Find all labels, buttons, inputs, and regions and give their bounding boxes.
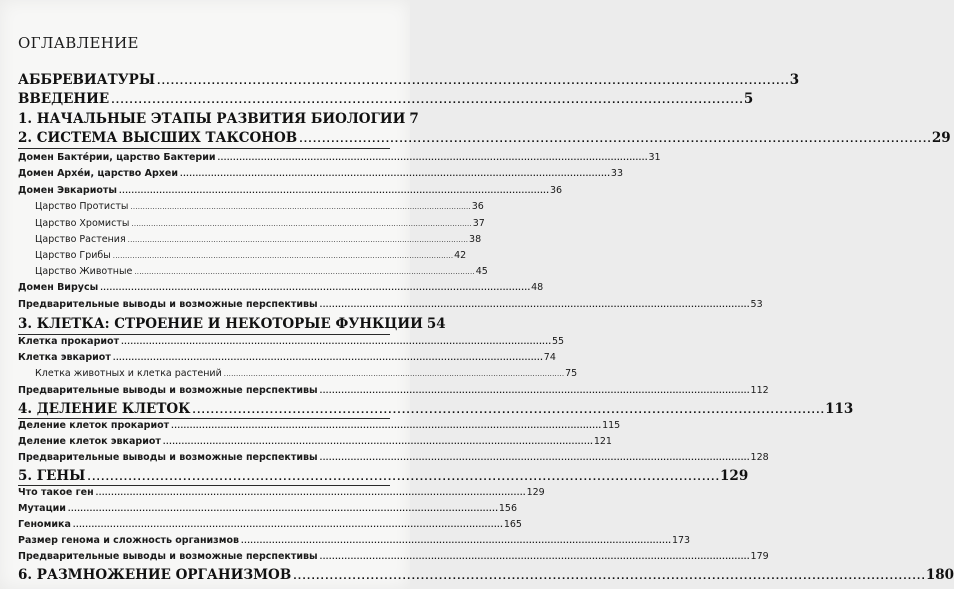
dot-leader (134, 268, 473, 276)
toc-chapter-5 (18, 468, 749, 486)
dot-leader (73, 521, 502, 529)
dot-leader (320, 553, 749, 561)
toc-entry-page: 129 (720, 468, 749, 484)
toc-entry-label: Клетка прокариот (18, 336, 120, 347)
toc-entry-label: Деление клеток эвкариот (18, 436, 161, 447)
toc-entry-label: 5. ГЕНЫ (18, 468, 86, 484)
toc-entry-label: Деление клеток прокариот (18, 420, 170, 431)
toc-section (18, 352, 556, 366)
dot-leader (293, 572, 924, 582)
toc-section (18, 282, 544, 296)
toc-entry-label: Клетка животных и клетка растений (35, 368, 222, 379)
toc-entry-page: 36 (549, 185, 563, 196)
toc-entry-page: 129 (526, 487, 545, 498)
dot-leader (320, 301, 749, 309)
toc-subsection (35, 266, 488, 280)
toc-section (18, 385, 769, 399)
toc-section (18, 420, 621, 434)
dot-leader (320, 454, 749, 462)
toc-entry-page: 112 (750, 385, 769, 396)
dot-leader (121, 338, 550, 346)
toc-section (18, 299, 763, 313)
toc-entry-page: 179 (750, 551, 769, 562)
dot-leader (96, 489, 525, 497)
toc-entry-abbreviations (18, 72, 800, 90)
toc-chapter-6 (18, 567, 954, 585)
dot-leader (180, 170, 609, 178)
toc-entry-label: Клетка эвкариот (18, 352, 111, 363)
toc-section (18, 535, 691, 549)
toc-entry-page: 7 (409, 111, 419, 127)
toc-entry-page: 55 (552, 336, 565, 347)
toc-entry-page: 173 (671, 535, 691, 546)
toc-section (18, 185, 563, 199)
toc-section (18, 152, 661, 166)
dot-leader (192, 406, 823, 416)
toc-entry-page: 48 (531, 282, 544, 293)
toc-chapter-2 (18, 130, 951, 148)
toc-entry-label: Предварительные выводы и возможные перспективы (18, 299, 318, 310)
dot-leader (130, 203, 469, 211)
toc-entry-label: Царство Растения (35, 234, 126, 245)
toc-entry-label: 6. РАЗМНОЖЕНИЕ ОРГАНИЗМОВ (18, 567, 292, 583)
toc-entry-page: 31 (648, 152, 661, 163)
dot-leader (299, 135, 930, 145)
dot-leader (241, 537, 670, 545)
dot-leader (68, 505, 497, 513)
toc-section (18, 452, 769, 466)
dot-leader (218, 154, 647, 162)
toc-chapter-3 (18, 316, 446, 334)
toc-entry-page: 180 (925, 567, 954, 583)
toc-subsection (35, 250, 467, 264)
toc-section (18, 487, 545, 501)
dot-leader (171, 422, 600, 430)
toc-entry-label: Домен Эвкариоты (18, 185, 117, 196)
toc-subsection (35, 368, 578, 382)
toc-section (18, 168, 624, 182)
toc-entry-introduction (18, 91, 754, 109)
toc-section (18, 519, 522, 533)
toc-entry-page: 54 (426, 316, 446, 332)
toc-entry-label: 4. ДЕЛЕНИЕ КЛЕТОК (18, 401, 191, 417)
dot-leader (100, 284, 529, 292)
toc-entry-page: 74 (543, 352, 556, 363)
toc-section (18, 436, 612, 450)
toc-entry-label: 1. НАЧАЛЬНЫЕ ЭТАПЫ РАЗВИТИЯ БИОЛОГИИ (18, 111, 406, 127)
toc-entry-page: 38 (469, 234, 482, 245)
toc-entry-label: Домен Бактéрии, царство Бактерии (18, 152, 216, 163)
toc-entry-page: 121 (593, 436, 612, 447)
toc-section (18, 503, 517, 517)
toc-entry-label: Геномика (18, 519, 71, 530)
toc-entry-label: Царство Хромисты (35, 218, 130, 229)
toc-subsection (35, 234, 482, 248)
page-title: ОГЛАВЛЕНИЕ (18, 34, 139, 52)
toc-entry-page: 33 (610, 168, 624, 179)
toc-entry-label: 3. КЛЕТКА: СТРОЕНИЕ И НЕКОТОРЫЕ ФУНКЦИИ (18, 316, 423, 332)
toc-entry-page: 5 (743, 91, 754, 107)
toc-entry-label: Мутации (18, 503, 66, 514)
dot-leader (87, 473, 718, 483)
toc-entry-page: 53 (750, 299, 763, 310)
toc-chapter-4 (18, 401, 854, 419)
toc-section (18, 336, 565, 350)
toc-entry-page: 165 (503, 519, 522, 530)
dot-leader (113, 354, 542, 362)
dot-leader (157, 77, 788, 87)
toc-entry-label: Предварительные выводы и возможные перспективы (18, 385, 318, 396)
dot-leader (111, 96, 742, 106)
toc-entry-label: Предварительные выводы и возможные перспективы (18, 551, 318, 562)
toc-entry-page: 113 (825, 401, 854, 417)
dot-leader (113, 252, 452, 260)
dot-leader (224, 370, 563, 378)
toc-entry-page: 128 (750, 452, 769, 463)
toc-subsection (35, 218, 485, 232)
toc-chapter-1 (18, 111, 419, 129)
toc-entry-label: АББРЕВИАТУРЫ (18, 72, 156, 88)
toc-entry-page: 115 (602, 420, 621, 431)
toc-entry-page: 42 (454, 250, 467, 261)
chapter-rule (18, 148, 390, 149)
toc-entry-page: 75 (565, 368, 578, 379)
toc-section (18, 551, 769, 565)
toc-entry-label: Царство Животные (35, 266, 133, 277)
toc-entry-page: 37 (472, 218, 485, 229)
toc-entry-label: Предварительные выводы и возможные перспективы (18, 452, 318, 463)
toc-subsection (35, 201, 484, 215)
dot-leader (128, 236, 467, 244)
toc-entry-label: Что такое ген (18, 487, 94, 498)
toc-entry-label: Размер генома и сложность организмов (18, 535, 240, 546)
toc-entry-label: Царство Грибы (35, 250, 111, 261)
toc-entry-label: Домен Архéи, царство Археи (18, 168, 178, 179)
toc-entry-page: 45 (475, 266, 488, 277)
toc-entry-label: Домен Вирусы (18, 282, 99, 293)
dot-leader (163, 438, 592, 446)
toc-entry-page: 3 (789, 72, 800, 88)
toc-entry-label: ВВЕДЕНИЕ (18, 91, 110, 107)
dot-leader (320, 387, 749, 395)
toc-entry-page: 156 (498, 503, 517, 514)
toc-entry-label: 2. СИСТЕМА ВЫСШИХ ТАКСОНОВ (18, 130, 298, 146)
toc-entry-page: 29 (931, 130, 951, 146)
dot-leader (119, 187, 548, 195)
toc-entry-page: 36 (471, 201, 484, 212)
dot-leader (131, 220, 470, 228)
toc-entry-label: Царство Протисты (35, 201, 129, 212)
